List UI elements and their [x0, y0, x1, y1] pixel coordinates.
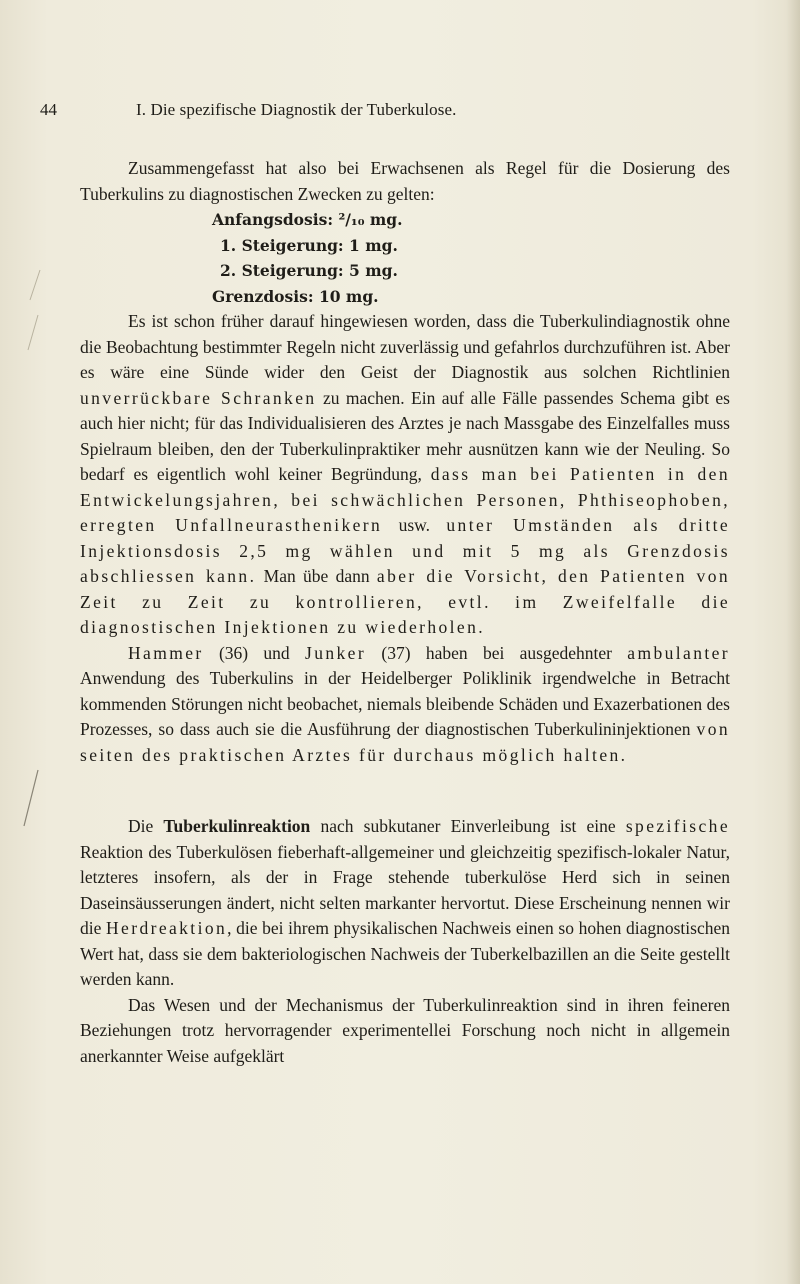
dosage-step-1: 1. Steigerung: 1 mg.: [220, 235, 398, 255]
paragraph-summary: Zusammengefasst hat also bei Erwachsenen als Regel für die Dosierung des Tuberkulins zu diagnostischen Zwecken zu gelten:: [80, 158, 730, 204]
bold-term: Tuberkulinreaktion: [163, 816, 311, 836]
page-header: [40, 100, 740, 124]
author-name: Hammer: [128, 642, 204, 663]
emphasis-run: dass man bei Patienten in den Entwickelungsjahren, bei schwächlichen Personen, Phthiseophoben, erregten Unfallneurasthenikern: [80, 464, 730, 535]
paragraph-mechanism: Das Wesen und der Mechanismus der Tuberkulinreaktion sind in ihren feineren Beziehungen trotz hervorragender experimentellei Forschung noch nicht in allgemein anerkannter Weise aufgeklärt: [80, 994, 730, 1066]
emphasis-run: von seiten des praktischen Arztes für durchaus möglich halten.: [80, 719, 730, 765]
text-run: Es ist schon früher darauf hingewiesen worden, dass die Tuberkulindiagnostik ohne die Beobachtung bestimmter Regeln nicht zuverlässig und gefahrlos durchzuführen ist. Aber es wäre eine Sünde wider den Geist der Diagnostik aus solchen Richtlinien: [80, 311, 730, 382]
emphasis-run: unverrückbare Schranken: [80, 387, 317, 408]
text-run: Die: [128, 816, 164, 836]
dosage-start: Anfangsdosis: ²/₁₀ mg.: [212, 210, 403, 229]
pencil-slash-mark: [20, 768, 42, 828]
emphasis-run: ambulanter: [627, 642, 731, 663]
emphasis-run: spezifische: [625, 816, 730, 836]
dosage-limit: Grenzdosis: 10 mg.: [212, 286, 379, 306]
author-name: Junker: [305, 642, 367, 663]
dosage-list: [80, 207, 730, 309]
dosage-step-2: 2. Steigerung: 5 mg.: [220, 261, 398, 280]
text-run: Anwendung des Tuberkulins in der Heidelberger Poliklinik irgendwelche in Betracht kommenden Störungen nicht beobachet, niemals bleibende Schäden und Exazerbationen des Prozesses, so dass auch sie die Ausführung der diagnostischen Tuberkulininjektionen: [80, 668, 730, 739]
text-run: zu machen. Ein auf alle Fälle passendes Schema gibt es auch hier nicht; für das Individualisieren des Arztes je nach Massgabe des Einzelfalles muss Spielraum bleiben, den der Tuberkulinpraktiker mehr ausnützen kann wie der Neuling. So bedarf es eigentlich wohl keiner Begründung,: [80, 387, 730, 484]
text-run: (36) und: [203, 642, 305, 663]
paragraph-reaction: [80, 814, 730, 993]
body-text: [80, 156, 730, 1069]
paragraph-hammer-junker: [80, 641, 730, 769]
text-run: , die bei ihrem physikalischen Nachweis einen so hohen diagnostischen Wert hat, dass sie dem bakteriologischen Nachweis der Tuberkelbazillen an die Seite gestellt werden kann.: [80, 918, 730, 989]
emphasis-run: aber die Vorsicht, den Patienten von Zeit zu Zeit zu kontrollieren, evtl. im Zweifelfalle die diagnostischen Injektionen zu wiederholen.: [80, 566, 730, 637]
emphasis-run: unter Umständen als dritte Injektionsdosis 2,5 mg wählen und mit 5 mg als Grenzdosis abschliessen kann.: [80, 515, 731, 586]
text-run: usw.: [382, 515, 447, 535]
text-run: Reaktion des Tuberkulösen fieberhaft-allgemeiner und gleichzeitig spezifisch-lokaler Natur, letzteres insofern, als der in Frage stehende tuberkulöse Herd sich in seinen Daseinsäusserungen ändert, nicht selten markanter hervortut. Diese Erscheinung nennen wir die: [80, 841, 730, 938]
section-gap: [80, 768, 730, 814]
running-title: I. Die spezifische Diagnostik der Tuberkulose.: [136, 100, 457, 119]
pencil-margin-mark: [10, 260, 50, 370]
text-run: nach subkutaner Einverleibung ist eine: [310, 816, 626, 836]
page-edge-shadow: [786, 0, 800, 1284]
paragraph-rules: [80, 309, 730, 641]
emphasis-run: Herdreaktion: [106, 918, 228, 938]
text-run: Man übe dann: [256, 566, 377, 586]
page-number: 44: [40, 100, 57, 119]
text-run: (37) haben bei ausgedehnter: [366, 642, 628, 663]
